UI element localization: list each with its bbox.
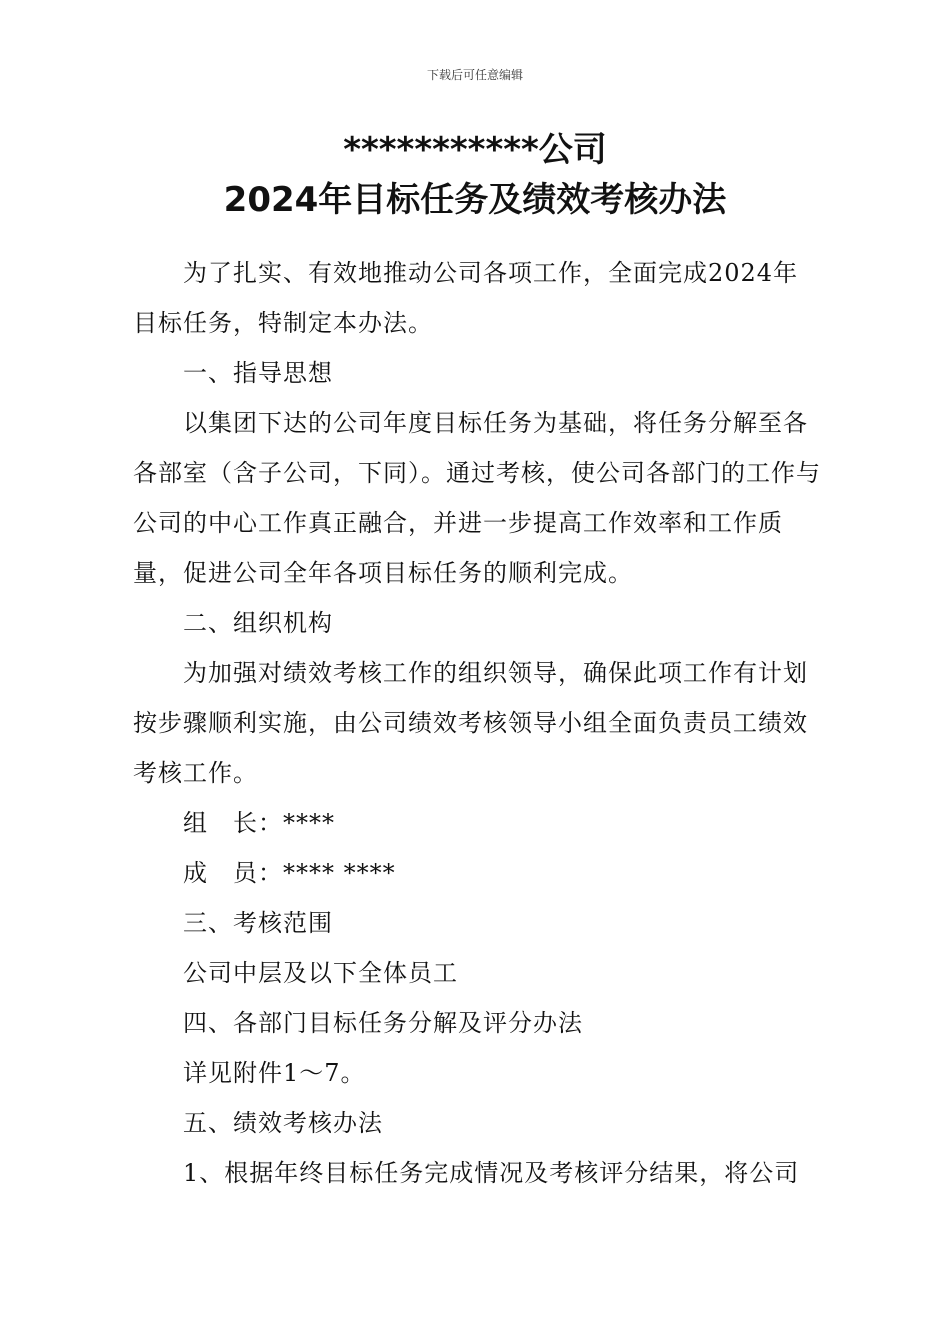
section-heading-guiding-ideology: 一、指导思想 <box>183 359 333 387</box>
section-heading-assessment-method: 五、绩效考核办法 <box>183 1109 383 1137</box>
document-title-line-2: 2024年目标任务及绩效考核办法 <box>223 180 727 220</box>
scope-paragraph: 公司中层及以下全体员工 <box>183 959 458 987</box>
section-heading-organization: 二、组织机构 <box>183 609 333 637</box>
document-body <box>133 248 823 1198</box>
section-heading-scope: 三、考核范围 <box>183 909 333 937</box>
guiding-ideology-paragraph: 以集团下达的公司年度目标任务为基础，将任务分解至各各部室（含子公司，下同）。通过考核，使公司各部门的工作与公司的中心工作真正融合，并进一步提高工作效率和工作质量，促进公司全年各项目标任务的顺利完成。 <box>133 409 821 587</box>
organization-paragraph: 为加强对绩效考核工作的组织领导，确保此项工作有计划按步骤顺利实施，由公司绩效考核领导小组全面负责员工绩效考核工作。 <box>133 659 808 787</box>
header-note: 下载后可任意编辑 <box>426 68 523 82</box>
task-breakdown-paragraph: 详见附件1～7。 <box>183 1059 366 1087</box>
document-title-line-1: ***********公司 <box>343 130 607 170</box>
team-leader-line: 组 长：**** <box>183 809 335 837</box>
assessment-method-item-1: 1、根据年终目标任务完成情况及考核评分结果，将公司 <box>183 1159 800 1187</box>
team-members-line: 成 员：**** **** <box>183 859 396 887</box>
section-heading-task-breakdown: 四、各部门目标任务分解及评分办法 <box>183 1009 583 1037</box>
intro-paragraph: 为了扎实、有效地推动公司各项工作，全面完成2024年目标任务，特制定本办法。 <box>133 259 799 337</box>
